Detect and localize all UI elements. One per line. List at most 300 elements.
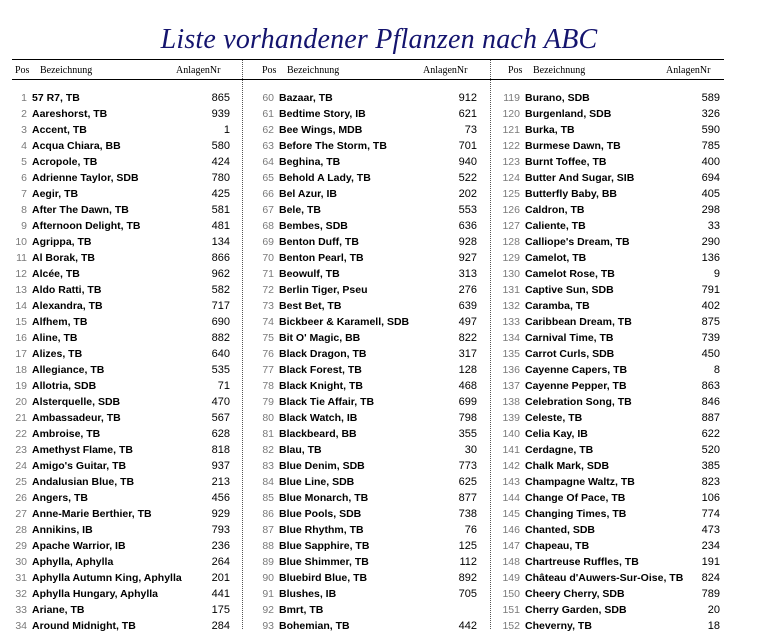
item-name: Afternoon Delight, TB xyxy=(32,220,141,232)
item-name: Aldo Ratti, TB xyxy=(32,284,102,296)
item-pos: 128 xyxy=(502,236,520,248)
item-name: Blau, TB xyxy=(279,444,322,456)
item-anlagennr: 773 xyxy=(458,460,477,472)
item-name: Caramba, TB xyxy=(525,300,590,312)
item-name: Captive Sun, SDB xyxy=(525,284,614,296)
item-pos: 134 xyxy=(502,332,520,344)
item-pos: 60 xyxy=(262,92,274,104)
item-pos: 74 xyxy=(262,316,274,328)
item-pos: 146 xyxy=(502,524,520,536)
item-name: Blue Denim, SDB xyxy=(279,460,365,472)
item-pos: 34 xyxy=(15,620,27,632)
item-name: Benton Duff, TB xyxy=(279,236,359,248)
header-name: Bezeichnung xyxy=(533,65,586,76)
item-anlagennr: 774 xyxy=(701,508,720,520)
item-pos: 86 xyxy=(262,508,274,520)
item-anlagennr: 567 xyxy=(211,412,230,424)
item-pos: 123 xyxy=(502,156,520,168)
item-name: Butter And Sugar, SIB xyxy=(525,172,635,184)
item-name: Behold A Lady, TB xyxy=(279,172,371,184)
item-pos: 22 xyxy=(15,428,27,440)
item-anlagennr: 18 xyxy=(707,620,720,632)
item-pos: 92 xyxy=(262,604,274,616)
item-pos: 65 xyxy=(262,172,274,184)
item-name: Before The Storm, TB xyxy=(279,140,387,152)
item-pos: 127 xyxy=(502,220,520,232)
item-name: Aline, TB xyxy=(32,332,78,344)
item-anlagennr: 875 xyxy=(701,316,720,328)
item-name: Cerdagne, TB xyxy=(525,444,594,456)
header-anlagennr: AnlagenNr xyxy=(176,65,221,76)
item-pos: 13 xyxy=(15,284,27,296)
item-anlagennr: 284 xyxy=(211,620,230,632)
item-pos: 143 xyxy=(502,476,520,488)
item-pos: 142 xyxy=(502,460,520,472)
item-anlagennr: 8 xyxy=(713,364,720,376)
item-name: Bembes, SDB xyxy=(279,220,348,232)
item-pos: 62 xyxy=(262,124,274,136)
column-header-group xyxy=(508,65,738,77)
item-pos: 18 xyxy=(15,364,27,376)
top-rule xyxy=(12,59,724,60)
item-name: Aegir, TB xyxy=(32,188,79,200)
item-pos: 5 xyxy=(21,156,27,168)
item-anlagennr: 134 xyxy=(211,236,230,248)
item-pos: 122 xyxy=(502,140,520,152)
item-anlagennr: 355 xyxy=(458,428,477,440)
item-anlagennr: 276 xyxy=(458,284,477,296)
item-pos: 133 xyxy=(502,316,520,328)
item-anlagennr: 639 xyxy=(458,300,477,312)
item-pos: 4 xyxy=(21,140,27,152)
item-pos: 147 xyxy=(502,540,520,552)
item-name: Angers, TB xyxy=(32,492,89,504)
item-name: Alexandra, TB xyxy=(32,300,103,312)
item-anlagennr: 822 xyxy=(458,332,477,344)
item-name: Alfhem, TB xyxy=(32,316,88,328)
item-pos: 145 xyxy=(502,508,520,520)
item-pos: 89 xyxy=(262,556,274,568)
item-name: Calliope's Dream, TB xyxy=(525,236,630,248)
item-anlagennr: 234 xyxy=(701,540,720,552)
item-pos: 121 xyxy=(502,124,520,136)
item-name: Caliente, TB xyxy=(525,220,586,232)
item-anlagennr: 112 xyxy=(459,556,477,568)
item-pos: 27 xyxy=(15,508,27,520)
item-pos: 88 xyxy=(262,540,274,552)
item-name: Cayenne Pepper, TB xyxy=(525,380,627,392)
item-pos: 93 xyxy=(262,620,274,632)
item-anlagennr: 106 xyxy=(701,492,720,504)
item-pos: 10 xyxy=(15,236,27,248)
item-pos: 28 xyxy=(15,524,27,536)
item-anlagennr: 125 xyxy=(458,540,477,552)
item-anlagennr: 636 xyxy=(458,220,477,232)
item-name: Blue Pools, SDB xyxy=(279,508,362,520)
item-name: Blushes, IB xyxy=(279,588,337,600)
item-pos: 73 xyxy=(262,300,274,312)
item-anlagennr: 622 xyxy=(701,428,720,440)
item-anlagennr: 580 xyxy=(211,140,230,152)
item-name: Amethyst Flame, TB xyxy=(32,444,133,456)
item-pos: 14 xyxy=(15,300,27,312)
item-name: Annikins, IB xyxy=(32,524,93,536)
item-pos: 144 xyxy=(502,492,520,504)
item-pos: 19 xyxy=(15,380,27,392)
item-pos: 2 xyxy=(21,108,27,120)
item-name: Best Bet, TB xyxy=(279,300,342,312)
item-anlagennr: 535 xyxy=(211,364,230,376)
item-pos: 125 xyxy=(502,188,520,200)
item-pos: 16 xyxy=(15,332,27,344)
item-anlagennr: 937 xyxy=(211,460,230,472)
item-name: Blue Line, SDB xyxy=(279,476,355,488)
item-name: After The Dawn, TB xyxy=(32,204,129,216)
item-name: Change Of Pace, TB xyxy=(525,492,626,504)
item-pos: 23 xyxy=(15,444,27,456)
item-name: Apache Warrior, IB xyxy=(32,540,126,552)
item-name: Accent, TB xyxy=(32,124,87,136)
item-pos: 136 xyxy=(502,364,520,376)
item-name: Burgenland, SDB xyxy=(525,108,612,120)
item-anlagennr: 939 xyxy=(211,108,230,120)
item-anlagennr: 20 xyxy=(707,604,720,616)
item-name: Bele, TB xyxy=(279,204,322,216)
item-name: Blue Sapphire, TB xyxy=(279,540,370,552)
item-name: Black Dragon, TB xyxy=(279,348,367,360)
item-name: Chartreuse Ruffles, TB xyxy=(525,556,639,568)
item-name: Changing Times, TB xyxy=(525,508,627,520)
item-name: Aareshorst, TB xyxy=(32,108,108,120)
item-name: Black Watch, IB xyxy=(279,412,358,424)
item-name: Black Knight, TB xyxy=(279,380,364,392)
item-name: Agrippa, TB xyxy=(32,236,92,248)
item-anlagennr: 553 xyxy=(458,204,477,216)
item-name: Celia Kay, IB xyxy=(525,428,588,440)
item-name: Black Tie Affair, TB xyxy=(279,396,375,408)
item-anlagennr: 793 xyxy=(211,524,230,536)
item-name: Benton Pearl, TB xyxy=(279,252,364,264)
item-anlagennr: 128 xyxy=(458,364,477,376)
item-name: Celebration Song, TB xyxy=(525,396,632,408)
item-pos: 76 xyxy=(262,348,274,360)
item-anlagennr: 400 xyxy=(701,156,720,168)
item-anlagennr: 818 xyxy=(211,444,230,456)
item-name: Cherry Garden, SDB xyxy=(525,604,627,616)
item-name: Chapeau, TB xyxy=(525,540,590,552)
item-name: Amigo's Guitar, TB xyxy=(32,460,127,472)
item-pos: 12 xyxy=(15,268,27,280)
item-pos: 1 xyxy=(21,92,27,104)
item-name: Blue Rhythm, TB xyxy=(279,524,364,536)
item-pos: 6 xyxy=(21,172,27,184)
item-name: Burmese Dawn, TB xyxy=(525,140,621,152)
page-title: Liste vorhandener Pflanzen nach ABC xyxy=(160,24,598,55)
item-pos: 119 xyxy=(503,92,520,104)
item-name: Al Borak, TB xyxy=(32,252,96,264)
item-anlagennr: 717 xyxy=(211,300,230,312)
item-name: Carnival Time, TB xyxy=(525,332,614,344)
item-anlagennr: 136 xyxy=(701,252,720,264)
item-pos: 139 xyxy=(502,412,520,424)
item-pos: 26 xyxy=(15,492,27,504)
item-name: Aphylla Hungary, Aphylla xyxy=(32,588,159,600)
item-anlagennr: 298 xyxy=(701,204,720,216)
item-pos: 151 xyxy=(502,604,520,616)
item-name: Chanted, SDB xyxy=(525,524,596,536)
item-anlagennr: 175 xyxy=(211,604,230,616)
item-anlagennr: 497 xyxy=(458,316,477,328)
item-name: Ariane, TB xyxy=(32,604,85,616)
header-anlagennr: AnlagenNr xyxy=(423,65,468,76)
item-pos: 3 xyxy=(21,124,27,136)
item-pos: 150 xyxy=(502,588,520,600)
item-anlagennr: 621 xyxy=(458,108,477,120)
item-anlagennr: 522 xyxy=(458,172,477,184)
item-pos: 66 xyxy=(262,188,274,200)
item-pos: 64 xyxy=(262,156,274,168)
item-pos: 129 xyxy=(502,252,520,264)
item-name: Bit O' Magic, BB xyxy=(279,332,361,344)
item-pos: 84 xyxy=(262,476,274,488)
item-pos: 25 xyxy=(15,476,27,488)
item-name: Burnt Toffee, TB xyxy=(525,156,607,168)
item-name: Bluebird Blue, TB xyxy=(279,572,368,584)
item-anlagennr: 928 xyxy=(458,236,477,248)
item-name: Andalusian Blue, TB xyxy=(32,476,135,488)
item-pos: 82 xyxy=(262,444,274,456)
item-pos: 85 xyxy=(262,492,274,504)
item-anlagennr: 780 xyxy=(211,172,230,184)
item-anlagennr: 701 xyxy=(458,140,477,152)
item-name: Adrienne Taylor, SDB xyxy=(32,172,139,184)
item-name: Beowulf, TB xyxy=(279,268,340,280)
item-anlagennr: 236 xyxy=(211,540,230,552)
item-name: Cheery Cherry, SDB xyxy=(525,588,625,600)
header-anlagennr: AnlagenNr xyxy=(666,65,711,76)
item-name: Burano, SDB xyxy=(525,92,590,104)
item-name: Bazaar, TB xyxy=(279,92,333,104)
item-anlagennr: 823 xyxy=(701,476,720,488)
item-anlagennr: 9 xyxy=(713,268,720,280)
header-rule xyxy=(12,79,724,80)
item-anlagennr: 326 xyxy=(701,108,720,120)
item-anlagennr: 213 xyxy=(211,476,230,488)
item-anlagennr: 785 xyxy=(701,140,720,152)
item-anlagennr: 470 xyxy=(211,396,230,408)
item-name: Bohemian, TB xyxy=(279,620,350,632)
item-anlagennr: 520 xyxy=(701,444,720,456)
item-name: Camelot, TB xyxy=(525,252,587,264)
item-anlagennr: 402 xyxy=(701,300,720,312)
item-anlagennr: 690 xyxy=(211,316,230,328)
item-pos: 7 xyxy=(21,188,27,200)
item-anlagennr: 628 xyxy=(211,428,230,440)
item-pos: 9 xyxy=(21,220,27,232)
item-anlagennr: 866 xyxy=(211,252,230,264)
item-anlagennr: 1 xyxy=(223,124,230,136)
item-anlagennr: 581 xyxy=(211,204,230,216)
item-name: Butterfly Baby, BB xyxy=(525,188,617,200)
item-pos: 63 xyxy=(262,140,274,152)
item-pos: 77 xyxy=(262,364,274,376)
item-anlagennr: 912 xyxy=(458,92,477,104)
item-anlagennr: 789 xyxy=(701,588,720,600)
item-pos: 31 xyxy=(15,572,27,584)
item-anlagennr: 824 xyxy=(701,572,720,584)
item-pos: 30 xyxy=(15,556,27,568)
item-anlagennr: 929 xyxy=(211,508,230,520)
item-pos: 141 xyxy=(502,444,520,456)
item-pos: 131 xyxy=(502,284,520,296)
item-anlagennr: 962 xyxy=(211,268,230,280)
item-name: Blackbeard, BB xyxy=(279,428,357,440)
item-anlagennr: 887 xyxy=(701,412,720,424)
item-anlagennr: 441 xyxy=(211,588,230,600)
item-anlagennr: 705 xyxy=(458,588,477,600)
item-pos: 79 xyxy=(262,396,274,408)
item-anlagennr: 456 xyxy=(211,492,230,504)
item-anlagennr: 313 xyxy=(458,268,477,280)
item-name: Allotria, SDB xyxy=(32,380,97,392)
item-name: Acropole, TB xyxy=(32,156,98,168)
item-name: Champagne Waltz, TB xyxy=(525,476,635,488)
item-name: 57 R7, TB xyxy=(32,92,80,104)
header-name: Bezeichnung xyxy=(40,65,93,76)
item-anlagennr: 73 xyxy=(464,124,477,136)
item-name: Bmrt, TB xyxy=(279,604,324,616)
item-anlagennr: 940 xyxy=(458,156,477,168)
item-name: Blue Shimmer, TB xyxy=(279,556,369,568)
header-name: Bezeichnung xyxy=(287,65,340,76)
item-name: Bee Wings, MDB xyxy=(279,124,363,136)
item-anlagennr: 317 xyxy=(458,348,477,360)
item-anlagennr: 798 xyxy=(458,412,477,424)
item-anlagennr: 694 xyxy=(701,172,720,184)
item-pos: 138 xyxy=(502,396,520,408)
item-anlagennr: 290 xyxy=(701,236,720,248)
item-pos: 137 xyxy=(502,380,520,392)
item-anlagennr: 33 xyxy=(707,220,720,232)
item-name: Bel Azur, IB xyxy=(279,188,337,200)
item-anlagennr: 76 xyxy=(464,524,477,536)
item-name: Anne-Marie Berthier, TB xyxy=(32,508,152,520)
item-pos: 81 xyxy=(262,428,274,440)
item-name: Caldron, TB xyxy=(525,204,585,216)
item-anlagennr: 582 xyxy=(211,284,230,296)
item-pos: 24 xyxy=(15,460,27,472)
item-anlagennr: 739 xyxy=(701,332,720,344)
item-pos: 132 xyxy=(502,300,520,312)
item-anlagennr: 30 xyxy=(464,444,477,456)
column-divider xyxy=(242,60,243,629)
item-anlagennr: 865 xyxy=(211,92,230,104)
item-pos: 148 xyxy=(502,556,520,568)
column-header-group xyxy=(15,65,245,77)
item-pos: 120 xyxy=(502,108,520,120)
item-pos: 87 xyxy=(262,524,274,536)
item-pos: 83 xyxy=(262,460,274,472)
item-name: Acqua Chiara, BB xyxy=(32,140,121,152)
item-anlagennr: 927 xyxy=(458,252,477,264)
item-name: Blue Monarch, TB xyxy=(279,492,369,504)
item-name: Burka, TB xyxy=(525,124,575,136)
item-pos: 8 xyxy=(21,204,27,216)
item-anlagennr: 442 xyxy=(458,620,477,632)
header-pos: Pos xyxy=(15,65,30,76)
item-anlagennr: 468 xyxy=(458,380,477,392)
item-pos: 124 xyxy=(502,172,520,184)
item-anlagennr: 264 xyxy=(211,556,230,568)
item-name: Alsterquelle, SDB xyxy=(32,396,121,408)
item-pos: 68 xyxy=(262,220,274,232)
item-pos: 149 xyxy=(502,572,520,584)
column-divider xyxy=(490,60,491,629)
item-name: Around Midnight, TB xyxy=(32,620,136,632)
column-header-group xyxy=(262,65,492,77)
item-anlagennr: 882 xyxy=(211,332,230,344)
item-pos: 135 xyxy=(502,348,520,360)
item-pos: 61 xyxy=(262,108,274,120)
item-name: Aphylla Autumn King, Aphylla xyxy=(32,572,182,584)
item-pos: 33 xyxy=(15,604,27,616)
item-anlagennr: 481 xyxy=(211,220,230,232)
item-anlagennr: 846 xyxy=(701,396,720,408)
item-anlagennr: 699 xyxy=(458,396,477,408)
item-anlagennr: 201 xyxy=(211,572,230,584)
item-pos: 75 xyxy=(262,332,274,344)
item-pos: 90 xyxy=(262,572,274,584)
item-anlagennr: 640 xyxy=(211,348,230,360)
item-pos: 17 xyxy=(15,348,27,360)
item-anlagennr: 877 xyxy=(458,492,477,504)
item-anlagennr: 590 xyxy=(701,124,720,136)
item-name: Cayenne Capers, TB xyxy=(525,364,628,376)
item-pos: 15 xyxy=(15,316,27,328)
item-name: Cheverny, TB xyxy=(525,620,592,632)
item-pos: 21 xyxy=(15,412,27,424)
item-name: Black Forest, TB xyxy=(279,364,362,376)
item-anlagennr: 863 xyxy=(701,380,720,392)
item-name: Carrot Curls, SDB xyxy=(525,348,615,360)
item-name: Caribbean Dream, TB xyxy=(525,316,632,328)
item-anlagennr: 71 xyxy=(217,380,230,392)
item-pos: 140 xyxy=(502,428,520,440)
item-anlagennr: 791 xyxy=(701,284,720,296)
item-pos: 29 xyxy=(15,540,27,552)
item-pos: 32 xyxy=(15,588,27,600)
item-anlagennr: 191 xyxy=(701,556,720,568)
item-pos: 152 xyxy=(502,620,520,632)
item-pos: 20 xyxy=(15,396,27,408)
item-anlagennr: 424 xyxy=(211,156,230,168)
item-pos: 70 xyxy=(262,252,274,264)
item-anlagennr: 589 xyxy=(701,92,720,104)
item-anlagennr: 385 xyxy=(701,460,720,472)
item-anlagennr: 202 xyxy=(458,188,477,200)
item-anlagennr: 450 xyxy=(701,348,720,360)
item-pos: 130 xyxy=(502,268,520,280)
item-pos: 72 xyxy=(262,284,274,296)
header-pos: Pos xyxy=(508,65,523,76)
item-pos: 69 xyxy=(262,236,274,248)
item-name: Alizes, TB xyxy=(32,348,83,360)
item-anlagennr: 625 xyxy=(458,476,477,488)
item-name: Camelot Rose, TB xyxy=(525,268,615,280)
item-anlagennr: 405 xyxy=(701,188,720,200)
item-pos: 78 xyxy=(262,380,274,392)
item-name: Alcée, TB xyxy=(32,268,80,280)
